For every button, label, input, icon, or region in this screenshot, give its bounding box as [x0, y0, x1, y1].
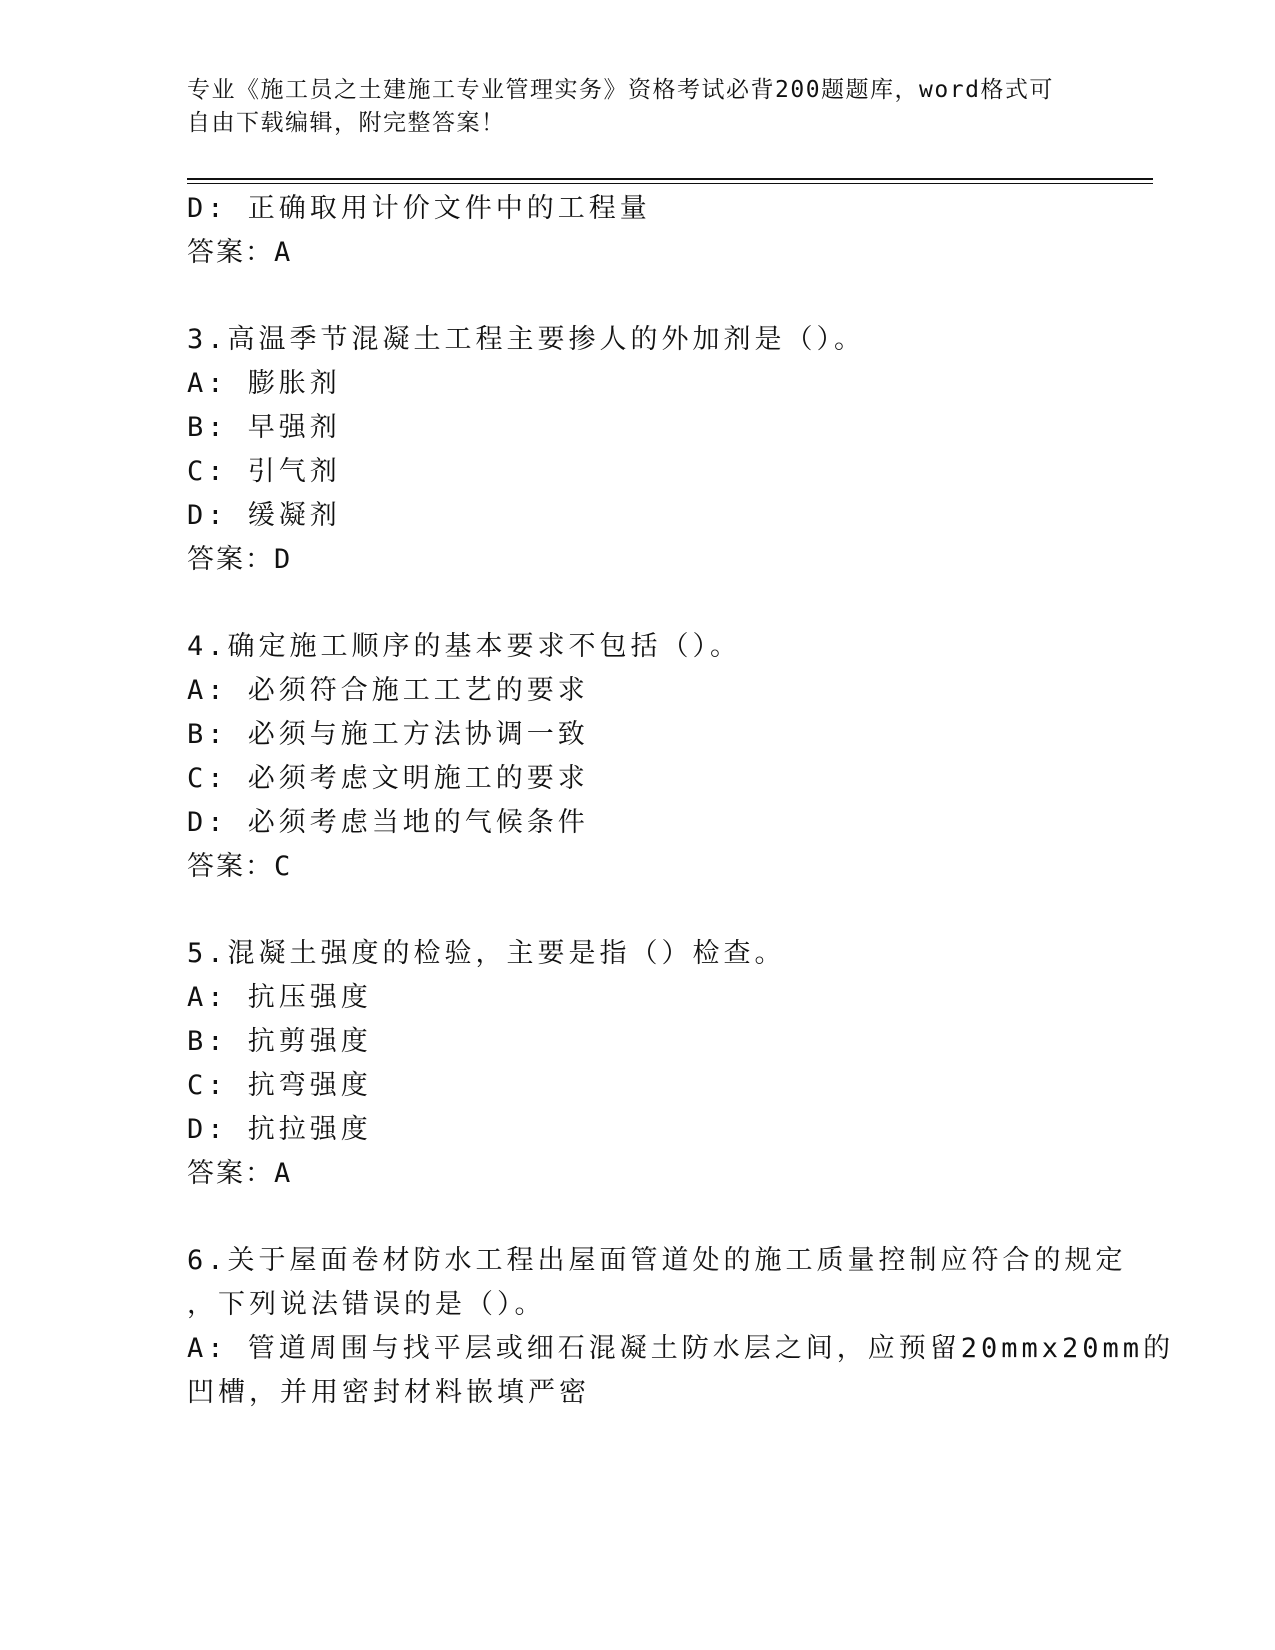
option-b: B: 抗剪强度	[187, 1026, 372, 1057]
answer-line: 答案：D	[187, 544, 293, 575]
document-header	[187, 74, 1087, 140]
option-a: A: 管道周围与找平层或细石混凝土防水层之间，应预留20mmx20mm的	[187, 1333, 1175, 1364]
content-line: D: 正确取用计价文件中的工程量	[187, 193, 651, 224]
header-line-1: 专业《施工员之土建施工专业管理实务》资格考试必背200题题库，word格式可	[187, 77, 1054, 103]
question-text: 3.高温季节混凝土工程主要掺人的外加剂是（）。	[187, 324, 866, 355]
header-line-2: 自由下载编辑，附完整答案！	[187, 110, 506, 136]
header-rule-thick	[187, 178, 1153, 180]
option-a: A: 膨胀剂	[187, 368, 341, 399]
option-c: C: 引气剂	[187, 456, 341, 487]
answer-line: 答案：A	[187, 237, 293, 268]
option-b: B: 必须与施工方法协调一致	[187, 719, 589, 750]
option-a: A: 抗压强度	[187, 982, 372, 1013]
option-b: B: 早强剂	[187, 412, 341, 443]
header-rule-thin	[187, 183, 1153, 184]
question-text: 6.关于屋面卷材防水工程出屋面管道处的施工质量控制应符合的规定	[187, 1245, 1127, 1276]
option-c: C: 必须考虑文明施工的要求	[187, 763, 589, 794]
answer-line: 答案：C	[187, 851, 293, 882]
question-text: 4.确定施工顺序的基本要求不包括（）。	[187, 631, 742, 662]
option-d: D: 必须考虑当地的气候条件	[187, 807, 589, 838]
answer-line: 答案：A	[187, 1158, 293, 1189]
question-text: 5.混凝土强度的检验，主要是指（）检查。	[187, 938, 786, 969]
option-a-continued: 凹槽，并用密封材料嵌填严密	[187, 1377, 590, 1408]
option-d: D: 缓凝剂	[187, 500, 341, 531]
question-text-continued: ，下列说法错误的是（）。	[187, 1289, 546, 1320]
option-d: D: 抗拉强度	[187, 1114, 372, 1145]
option-a: A: 必须符合施工工艺的要求	[187, 675, 589, 706]
option-c: C: 抗弯强度	[187, 1070, 372, 1101]
